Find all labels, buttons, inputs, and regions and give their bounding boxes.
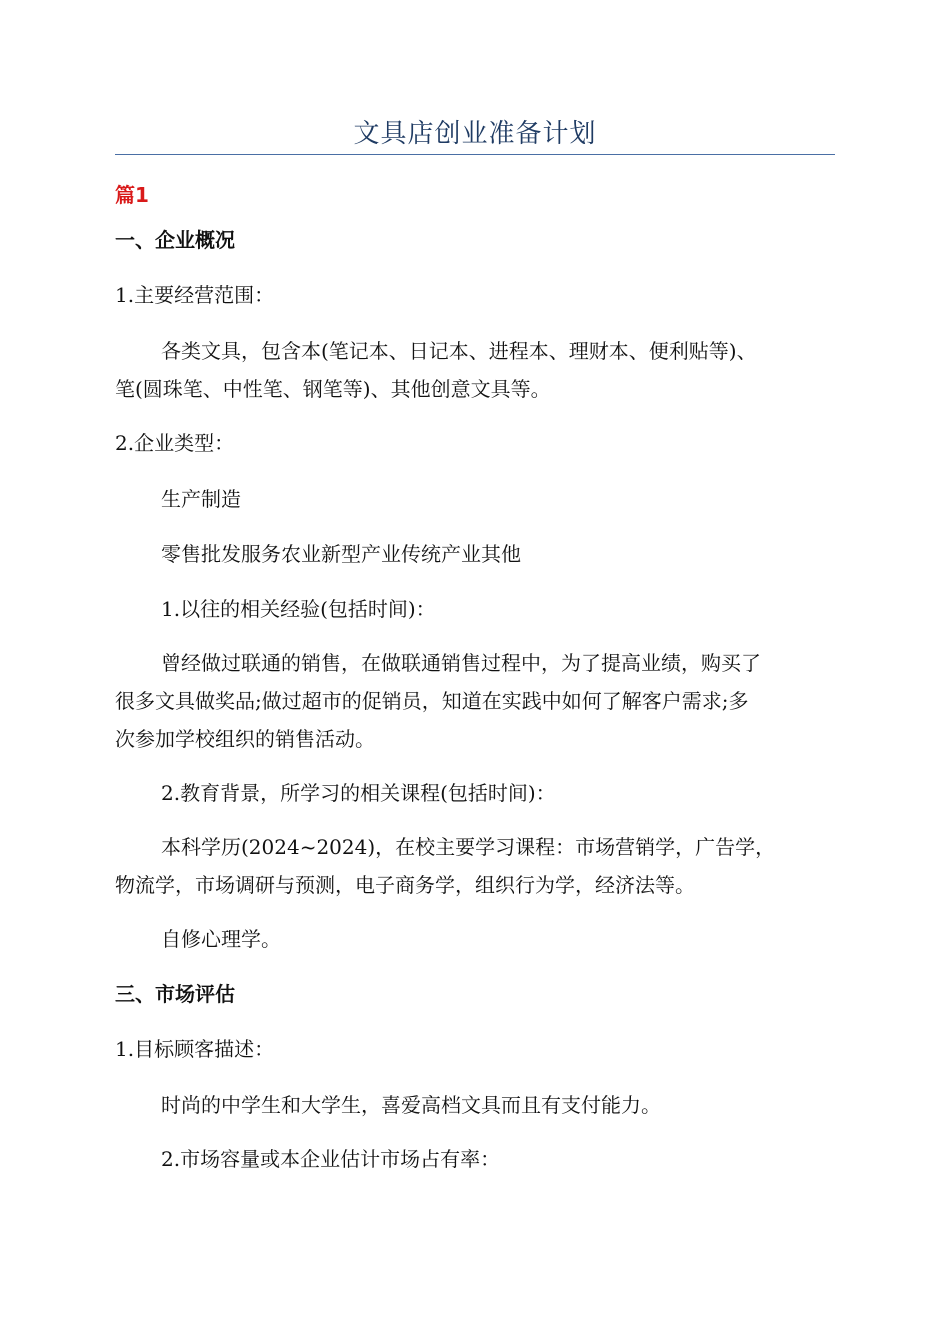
market-share-heading: 2.市场容量或本企业估计市场占有率： [161,1147,501,1171]
part-label: 篇1 [115,183,149,207]
scope-paragraph-line-1: 各类文具，包含本(笔记本、日记本、进程本、理财本、便利贴等)、 [161,339,757,363]
education-paragraph-line-2: 物流学，市场调研与预测，电子商务学，组织行为学，经济法等。 [115,873,695,897]
experience-paragraph-line-1: 曾经做过联通的销售，在做联通销售过程中，为了提高业绩，购买了 [161,651,761,675]
section-heading-overview: 一、企业概况 [115,228,235,252]
experience-paragraph-line-3: 次参加学校组织的销售活动。 [115,727,375,751]
target-description-line: 时尚的中学生和大学生，喜爱高档文具而且有支付能力。 [161,1093,661,1117]
scope-paragraph-line-2: 笔(圆珠笔、中性笔、钢笔等)、其他创意文具等。 [115,377,551,401]
item-heading-type: 2.企业类型： [115,431,235,455]
section-heading-market: 三、市场评估 [115,982,235,1006]
item-heading-scope: 1.主要经营范围： [115,283,275,307]
experience-paragraph-line-2: 很多文具做奖品;做过超市的促销员，知道在实践中如何了解客户需求;多 [115,689,749,713]
self-study-line: 自修心理学。 [161,927,281,951]
education-heading: 2.教育背景，所学习的相关课程(包括时间)： [161,781,556,805]
document-title: 文具店创业准备计划 [353,119,597,149]
type-line-1: 生产制造 [161,487,241,511]
experience-heading: 1.以往的相关经验(包括时间)： [161,597,436,621]
title-underline [115,154,835,155]
type-line-2: 零售批发服务农业新型产业传统产业其他 [161,542,521,566]
item-heading-target: 1.目标顾客描述： [115,1037,275,1061]
education-paragraph-line-1: 本科学历(2024~2024)，在校主要学习课程：市场营销学，广告学， [161,835,776,859]
